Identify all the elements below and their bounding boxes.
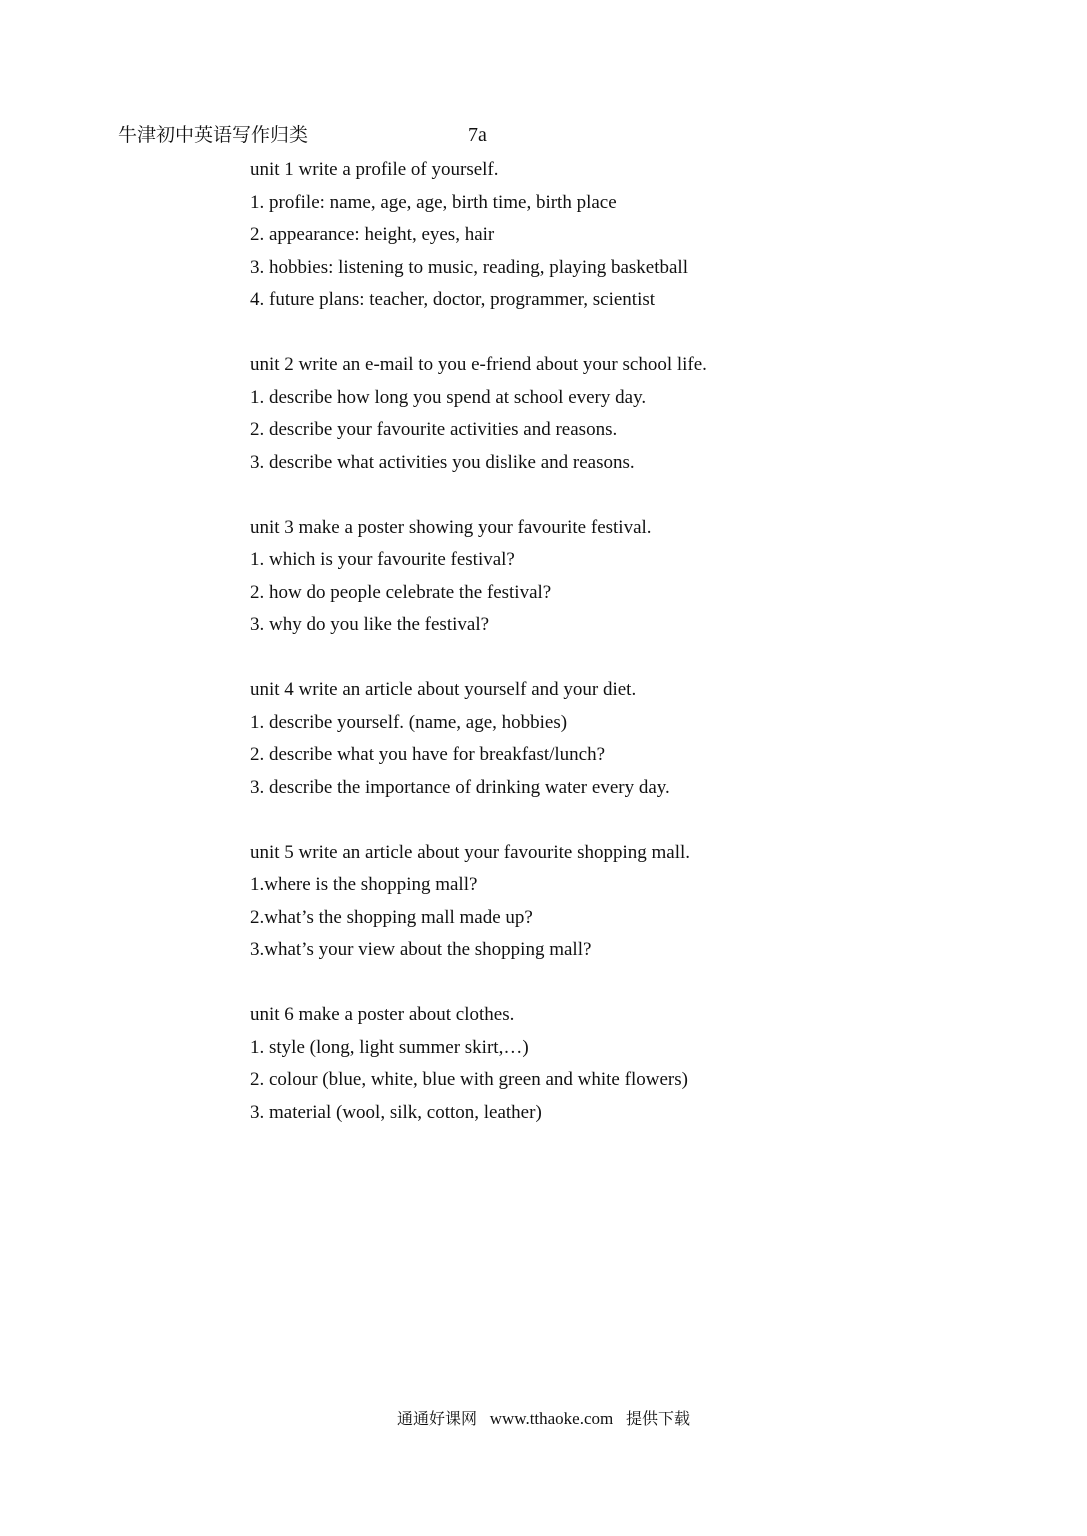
unit-point: 4. future plans: teacher, doctor, programmer, scientist (250, 289, 656, 310)
unit-point: 3. describe the importance of drinking water every day. (250, 776, 670, 798)
unit-heading: unit 3 make a poster showing your favourite festival. (250, 516, 652, 538)
unit-point: 1. which is your favourite festival? (250, 549, 515, 570)
unit-section (250, 154, 1050, 317)
unit-point: 3. hobbies: listening to music, reading, playing basketball (250, 256, 688, 278)
unit-heading: unit 4 write an article about yourself and your diet. (250, 679, 637, 700)
unit-section (250, 674, 1050, 804)
units-list (250, 154, 1050, 1162)
unit-point: 2. colour (blue, white, blue with green and white flowers) (250, 1069, 688, 1090)
unit-point: 2. how do people celebrate the festival? (250, 581, 552, 603)
document-title: 牛津初中英语写作归类 (118, 124, 309, 146)
unit-point: 2. describe your favourite activities and reasons. (250, 419, 618, 440)
footer-suffix: 提供下载 (626, 1409, 691, 1428)
unit-heading: unit 2 write an e-mail to you e-friend about your school life. (250, 354, 707, 375)
unit-heading: unit 6 make a poster about clothes. (250, 1004, 515, 1025)
footer-url: www.tthaoke.com (489, 1409, 614, 1428)
unit-point: 2.what’s the shopping mall made up? (250, 906, 533, 928)
grade-label: 7a (468, 124, 487, 146)
unit-point: 3. why do you like the festival? (250, 614, 490, 635)
unit-point: 1. style (long, light summer skirt,…) (250, 1036, 529, 1058)
unit-section (250, 999, 1050, 1129)
unit-point: 1.where is the shopping mall? (250, 874, 478, 895)
unit-point: 1. describe how long you spend at school every day. (250, 386, 647, 408)
unit-point: 3. material (wool, silk, cotton, leather) (250, 1101, 542, 1123)
footer-site-name: 通通好课网 (396, 1409, 477, 1428)
unit-section (250, 349, 1050, 479)
unit-section (250, 837, 1050, 967)
unit-section (250, 512, 1050, 642)
unit-point: 3. describe what activities you dislike and reasons. (250, 451, 635, 473)
unit-point: 1. describe yourself. (name, age, hobbies) (250, 711, 568, 733)
unit-heading: unit 1 write a profile of yourself. (250, 159, 499, 180)
unit-heading: unit 5 write an article about your favourite shopping mall. (250, 841, 691, 863)
unit-point: 2. describe what you have for breakfast/lunch? (250, 744, 606, 765)
unit-point: 1. profile: name, age, age, birth time, birth place (250, 191, 617, 213)
unit-point: 3.what’s your view about the shopping mall? (250, 939, 592, 960)
page-footer (0, 1406, 1087, 1432)
unit-point: 2. appearance: height, eyes, hair (250, 224, 495, 245)
